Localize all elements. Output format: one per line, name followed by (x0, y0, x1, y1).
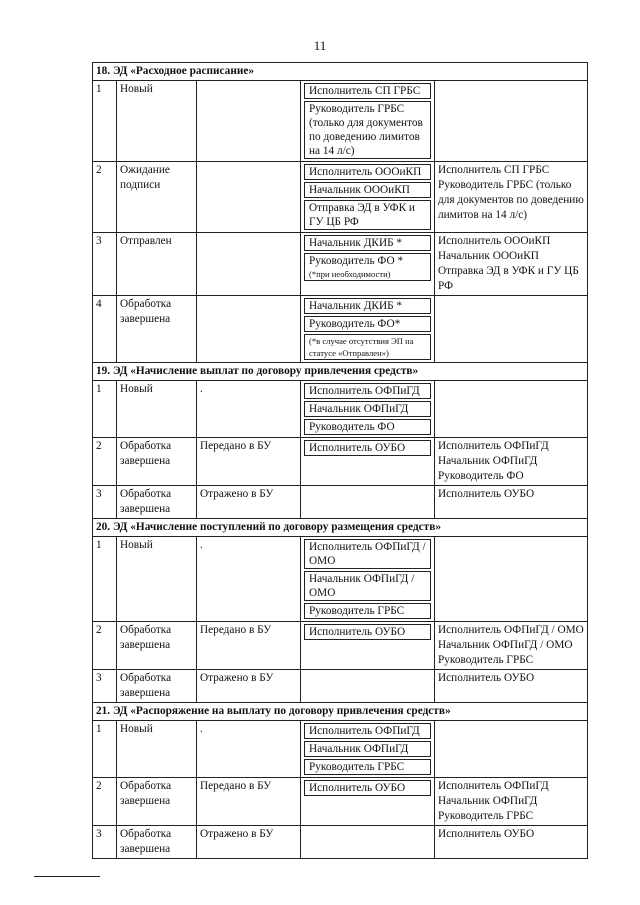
action-cell (197, 296, 301, 363)
role-label: Руководитель ФО * (309, 255, 404, 267)
next-roles-cell (435, 537, 588, 622)
table-row (93, 486, 588, 519)
role-item (304, 571, 431, 601)
role-label: Исполнитель ОФПиГД (309, 725, 420, 737)
status-cell: Обработка завершена (117, 296, 197, 363)
action-cell: . (197, 721, 301, 778)
action-cell: Передано в БУ (197, 438, 301, 486)
role-label: Исполнитель ОООиКП (309, 166, 422, 178)
status-cell: Отправлен (117, 233, 197, 296)
next-roles-cell (435, 162, 588, 233)
action-cell: Передано в БУ (197, 778, 301, 826)
section-header-row (93, 703, 588, 721)
table-row (93, 233, 588, 296)
next-role-label: Исполнитель ОУБО (438, 828, 535, 840)
section-header-row (93, 519, 588, 537)
roles-cell (301, 622, 435, 670)
role-label: Начальник ОООиКП (309, 184, 410, 196)
role-label: Начальник ОФПиГД (309, 403, 409, 415)
row-number-cell: 2 (93, 778, 117, 826)
action-cell: . (197, 381, 301, 438)
row-number-cell: 3 (93, 826, 117, 859)
row-number-cell: 1 (93, 81, 117, 162)
row-number-cell: 3 (93, 670, 117, 703)
roles-cell (301, 233, 435, 296)
table-row (93, 162, 588, 233)
role-item (304, 298, 431, 314)
role-label: Начальник ДКИБ * (309, 300, 403, 312)
next-role-label: Начальник ОФПиГД (438, 795, 538, 807)
status-cell: Обработка завершена (117, 486, 197, 519)
next-roles-cell (435, 622, 588, 670)
section-header-row (93, 63, 588, 81)
row-number-cell: 4 (93, 296, 117, 363)
role-label: Исполнитель ОФПиГД / ОМО (309, 541, 426, 567)
next-role-label: Исполнитель СП ГРБС (438, 164, 550, 176)
role-item (304, 182, 431, 198)
table-row (93, 381, 588, 438)
roles-cell (301, 296, 435, 363)
role-label: Начальник ОФПиГД (309, 743, 409, 755)
role-item (304, 383, 431, 399)
role-label: Руководитель ФО (309, 421, 395, 433)
table-row (93, 537, 588, 622)
section-title: 18. ЭД «Расходное расписание» (93, 63, 588, 81)
role-item (304, 723, 431, 739)
role-item (304, 780, 431, 796)
role-label: Начальник ОФПиГД / ОМО (309, 573, 415, 599)
row-number-cell: 1 (93, 537, 117, 622)
roles-cell (301, 162, 435, 233)
next-roles-cell (435, 486, 588, 519)
next-role-label: Руководитель ГРБС (438, 810, 534, 822)
next-role-label: Исполнитель ОУБО (438, 488, 535, 500)
role-item (304, 440, 431, 456)
role-label: Руководитель ФО* (309, 318, 401, 330)
role-item (304, 759, 431, 775)
role-item (304, 603, 431, 619)
role-label: Исполнитель ОУБО (309, 442, 406, 454)
next-roles-cell (435, 438, 588, 486)
row-number-cell: 3 (93, 486, 117, 519)
role-label: Отправка ЭД в УФК и ГУ ЦБ РФ (309, 202, 415, 228)
role-item (304, 200, 431, 230)
role-item (304, 741, 431, 757)
next-role-label: Исполнитель ОФПиГД (438, 780, 549, 792)
table-row (93, 778, 588, 826)
next-role-label: Исполнитель ОООиКП (438, 235, 551, 247)
role-item (304, 419, 431, 435)
roles-cell (301, 537, 435, 622)
action-cell: Отражено в БУ (197, 670, 301, 703)
next-role-label: Начальник ОФПиГД (438, 455, 538, 467)
role-item (304, 539, 431, 569)
role-label: Исполнитель ОУБО (309, 782, 406, 794)
page-number: 11 (313, 38, 327, 53)
status-cell: Новый (117, 381, 197, 438)
roles-cell (301, 778, 435, 826)
status-cell: Обработка завершена (117, 438, 197, 486)
role-label: Исполнитель СП ГРБС (309, 85, 421, 97)
role-item (304, 164, 431, 180)
row-number-cell: 1 (93, 381, 117, 438)
row-number-cell: 2 (93, 162, 117, 233)
table-row (93, 81, 588, 162)
action-cell: Отражено в БУ (197, 486, 301, 519)
next-role-label: Руководитель ФО (438, 470, 524, 482)
table-row (93, 622, 588, 670)
roles-cell (301, 486, 435, 519)
action-cell: Передано в БУ (197, 622, 301, 670)
role-note: (*в случае отсутствия ЭП на статусе «Отправлен») (309, 336, 414, 358)
row-number-cell: 2 (93, 438, 117, 486)
next-roles-cell (435, 826, 588, 859)
status-cell: Новый (117, 537, 197, 622)
row-number-cell: 3 (93, 233, 117, 296)
next-roles-cell (435, 778, 588, 826)
action-cell: Отражено в БУ (197, 826, 301, 859)
section-header-row (93, 363, 588, 381)
next-roles-cell (435, 233, 588, 296)
next-roles-cell (435, 81, 588, 162)
status-cell: Обработка завершена (117, 622, 197, 670)
table-row (93, 296, 588, 363)
roles-cell (301, 438, 435, 486)
footnote-divider (34, 876, 100, 877)
status-cell: Обработка завершена (117, 826, 197, 859)
action-cell (197, 233, 301, 296)
roles-cell (301, 721, 435, 778)
roles-cell (301, 826, 435, 859)
next-role-label: Исполнитель ОФПиГД / ОМО (438, 624, 584, 636)
role-item (304, 101, 431, 159)
role-label: Руководитель ГРБС (только для документов по доведению лимитов на 14 л/с) (309, 103, 423, 157)
role-label: Руководитель ГРБС (309, 761, 405, 773)
section-title: 19. ЭД «Начисление выплат по договору привлечения средств» (93, 363, 588, 381)
next-role-label: Отправка ЭД в УФК и ГУ ЦБ РФ (438, 265, 579, 292)
action-cell (197, 81, 301, 162)
role-item (304, 235, 431, 251)
action-cell (197, 162, 301, 233)
next-role-label: Руководитель ГРБС (только для документов по доведению лимитов на 14 л/с) (438, 179, 584, 221)
next-roles-cell (435, 670, 588, 703)
table-row (93, 670, 588, 703)
role-label: Исполнитель ОФПиГД (309, 385, 420, 397)
table-row (93, 721, 588, 778)
workflow-table (92, 62, 588, 859)
next-roles-cell (435, 721, 588, 778)
next-roles-cell (435, 381, 588, 438)
status-cell: Новый (117, 81, 197, 162)
next-role-label: Исполнитель ОФПиГД (438, 440, 549, 452)
table-row (93, 438, 588, 486)
status-cell: Ожидание подписи (117, 162, 197, 233)
role-item (304, 334, 431, 360)
role-label: Руководитель ГРБС (309, 605, 405, 617)
role-note: (*при необходимости) (309, 269, 391, 279)
role-item (304, 401, 431, 417)
next-role-label: Начальник ОООиКП (438, 250, 539, 262)
roles-cell (301, 381, 435, 438)
role-label: Исполнитель ОУБО (309, 626, 406, 638)
next-roles-cell (435, 296, 588, 363)
section-title: 21. ЭД «Распоряжение на выплату по договору привлечения средств» (93, 703, 588, 721)
role-item (304, 83, 431, 99)
status-cell: Новый (117, 721, 197, 778)
row-number-cell: 2 (93, 622, 117, 670)
role-item (304, 253, 431, 281)
roles-cell (301, 670, 435, 703)
table-row (93, 826, 588, 859)
roles-cell (301, 81, 435, 162)
status-cell: Обработка завершена (117, 778, 197, 826)
role-item (304, 316, 431, 332)
role-item (304, 624, 431, 640)
row-number-cell: 1 (93, 721, 117, 778)
section-title: 20. ЭД «Начисление поступлений по договору размещения средств» (93, 519, 588, 537)
next-role-label: Начальник ОФПиГД / ОМО (438, 639, 573, 651)
next-role-label: Исполнитель ОУБО (438, 672, 535, 684)
role-label: Начальник ДКИБ * (309, 237, 403, 249)
action-cell: . (197, 537, 301, 622)
status-cell: Обработка завершена (117, 670, 197, 703)
next-role-label: Руководитель ГРБС (438, 654, 534, 666)
